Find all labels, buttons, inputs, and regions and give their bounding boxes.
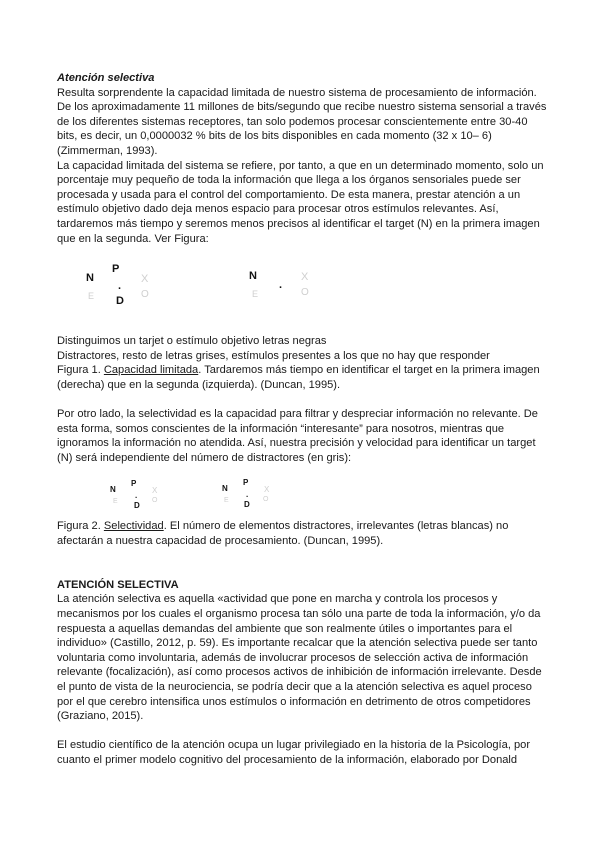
fig1-left-target-n: N (86, 272, 94, 285)
section-title-atencion-selectiva-upper: ATENCIÓN SELECTIVA (57, 578, 179, 591)
fig2-left-target-n: N (110, 485, 116, 495)
fig2-left-distractor-o: O (152, 497, 158, 505)
figure-1-legend-targets: Distinguimos un tarjet o estímulo objetivo letras negras (57, 335, 327, 348)
fig2-left-target-p: P (131, 479, 137, 489)
fig1-left-distractor-o: O (141, 289, 149, 301)
paragraph-capacidad-limitada: La capacidad limitada del sistema se refiere, por tanto, a que en un determinado momento, solo un porcentaje muy pequeño de toda la información que llega a los órganos sensoriales puede ser procesada y usada para el control del comportamiento. De esta manera, prestar atención a un estímulo objetivo dado deja menos espacio para procesar otros estímulos relevantes. Así, tardaremos más tiempo y seremos menos precisos al identificar el target (N) en la primera imagen que en la segunda. Ver Figura: (57, 159, 544, 245)
fig2-right-target-p: P (243, 478, 249, 488)
paragraph-capacidad: Resulta sorprendente la capacidad limitada de nuestro sistema de procesamiento de información. De los aproximadamente 11 millones de bits/segundo que recibe nuestro sistema sensorial a través de los diferentes sistemas receptores, tan solo podemos procesar conscientemente entre 30-40 bits, es decir, un 0,0000032 % bits de los bits disponibles en cada momento (32 x 10– 6) (Zimmerman, 1993). (57, 86, 547, 157)
fig2-right-target-n: N (222, 484, 228, 494)
fig2-right-distractor-e: E (224, 497, 229, 505)
spacer (57, 393, 547, 408)
figure-2-caption-prefix: Figura 2. (57, 520, 104, 533)
fig2-right-distractor-x: X (264, 485, 270, 495)
fig1-right-distractor-x: X (301, 271, 309, 284)
figure-1-caption-prefix: Figura 1. (57, 364, 104, 377)
figure-2-caption-link[interactable]: Selectividad (103, 520, 164, 533)
fig1-left-target-p: P (112, 263, 120, 276)
figure-2 (57, 465, 547, 519)
fig2-left-dot: . (135, 491, 138, 501)
fig2-left-distractor-e: E (113, 498, 118, 506)
figure-1-caption (57, 363, 547, 392)
fig2-left-target-d: D (134, 501, 140, 511)
figure-1-caption-link[interactable]: Capacidad limitada (103, 364, 199, 377)
paragraph-estudio-cientifico: El estudio científico de la atención ocupa un lugar privilegiado en la historia de la Psicología, por cuanto el primer modelo cognitivo del procesamiento de la información, elaborado por Donald (57, 739, 531, 766)
spacer (57, 563, 547, 578)
spacer (57, 549, 547, 564)
fig1-right-dot: . (279, 279, 283, 292)
section-title-atencion-selectiva: Atención selectiva (57, 72, 155, 84)
fig2-left-distractor-x: X (152, 486, 158, 496)
fig1-right-distractor-o: O (301, 287, 309, 299)
figure-2-caption (57, 519, 547, 548)
fig1-right-target-n: N (249, 270, 257, 283)
fig1-left-distractor-x: X (141, 273, 149, 286)
document-page (57, 71, 547, 768)
fig2-right-distractor-o: O (263, 496, 269, 504)
figure-1-legend-distractors: Distractores, resto de letras grises, estímulos presentes a los que no hay que responder (57, 349, 490, 362)
paragraph-selectividad: Por otro lado, la selectividad es la capacidad para filtrar y despreciar información no relevante. De esta forma, somos conscientes de la información “interesante” para nosotros, mientras que ignoramos la información no atendida. Así, nuestra precisión y velocidad para identificar un target (N) será independiente del número de distractores (en gris): (57, 408, 538, 464)
paragraph-definicion: La atención selectiva es aquella «actividad que pone en marcha y controla los procesos y mecanismos por los cuales el organismo procesa tan sólo una parte de toda la información, y/o da respuesta a aquellas demandas del ambiente que son realmente útiles o importantes para el individuo» (Castillo, 2012, p. 59). Es importante recalcar que la atención selectiva puede ser tanto voluntaria como involuntaria, además de involucrar procesos de selección activa de información relevante (focalización), así como procesos activos de inhibición de información irrelevante. Desde el punto de vista de la neurociencia, se podría decir que a la atención selectiva es aquel proceso por el que cerebro intensifica unos estímulos o información en detrimento de otros competidores (Graziano, 2015). (57, 593, 542, 723)
spacer (57, 724, 547, 739)
figure-2-caption-text: . El número de elementos distractores, irrelevantes (letras blancas) no afectarán a nuestra capacidad de procesamiento. (Duncan, 1995). (57, 520, 509, 548)
figure-1 (57, 246, 547, 334)
fig1-right-distractor-e: E (252, 289, 259, 300)
fig1-left-target-d: D (116, 295, 124, 308)
fig1-left-dot: . (118, 280, 122, 293)
figure-1-caption-text: . Tardaremos más tiempo en identificar el target en la primera imagen (derecha) que en la segunda (izquierda). (Duncan, 1995). (57, 364, 540, 391)
fig2-right-dot: . (246, 490, 249, 500)
fig1-left-distractor-e: E (88, 291, 95, 302)
fig2-right-target-d: D (244, 500, 250, 510)
